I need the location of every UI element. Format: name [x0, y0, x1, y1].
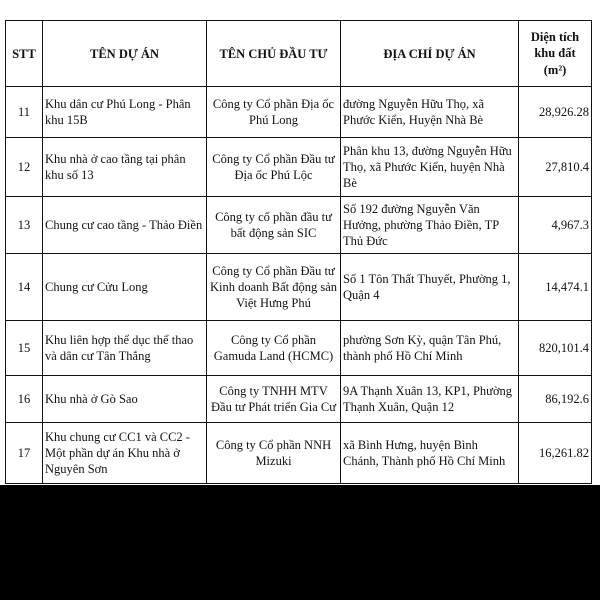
cell-stt: 11 — [6, 87, 43, 138]
cell-project-address: Số 1 Tôn Thất Thuyết, Phường 1, Quận 4 — [341, 254, 519, 321]
table-row — [6, 87, 592, 138]
cell-project-address: Số 192 đường Nguyễn Văn Hưởng, phường Thảo Điền, TP Thủ Đức — [341, 197, 519, 254]
header-stt: STT — [6, 21, 43, 87]
cell-land-area: 14,474.1 — [519, 254, 592, 321]
cell-investor-name: Công ty TNHH MTV Đầu tư Phát triển Gia Cư — [207, 376, 341, 423]
cell-investor-name: Công ty cổ phần đầu tư bất động sản SIC — [207, 197, 341, 254]
header-row — [6, 21, 592, 87]
table-row — [6, 376, 592, 423]
header-land-area-unit: (m²) — [543, 62, 567, 77]
cell-project-name: Chung cư Cửu Long — [43, 254, 207, 321]
header-project-address: ĐỊA CHỈ DỰ ÁN — [341, 21, 519, 87]
header-land-area-line2: khu đất — [534, 46, 576, 61]
cell-stt: 13 — [6, 197, 43, 254]
cell-project-name: Chung cư cao tầng - Thảo Điền — [43, 197, 207, 254]
cell-land-area: 820,101.4 — [519, 321, 592, 376]
cell-project-address: Phân khu 13, đường Nguyễn Hữu Thọ, xã Phước Kiển, huyện Nhà Bè — [341, 138, 519, 197]
cell-stt: 14 — [6, 254, 43, 321]
cell-land-area: 4,967.3 — [519, 197, 592, 254]
cell-project-address: 9A Thạnh Xuân 13, KP1, Phường Thạnh Xuân, Quận 12 — [341, 376, 519, 423]
table-row — [6, 254, 592, 321]
table-row — [6, 138, 592, 197]
header-land-area-line1: Diện tích — [530, 30, 580, 45]
cell-stt: 17 — [6, 423, 43, 484]
cell-investor-name: Công ty Cổ phần NNH Mizuki — [207, 423, 341, 484]
cell-stt: 15 — [6, 321, 43, 376]
cell-stt: 12 — [6, 138, 43, 197]
table-row — [6, 197, 592, 254]
cell-project-name: Khu nhà ở cao tầng tại phân khu số 13 — [43, 138, 207, 197]
table-row — [6, 321, 592, 376]
cell-land-area: 27,810.4 — [519, 138, 592, 197]
cell-investor-name: Công ty Cổ phần Đầu tư Kinh doanh Bất động sản Việt Hưng Phú — [207, 254, 341, 321]
cell-project-address: phường Sơn Kỳ, quận Tân Phú, thành phố Hồ Chí Minh — [341, 321, 519, 376]
header-investor-name: TÊN CHỦ ĐẦU TƯ — [207, 21, 341, 87]
cell-land-area: 28,926.28 — [519, 87, 592, 138]
cell-land-area: 86,192.6 — [519, 376, 592, 423]
cell-project-address: đường Nguyễn Hữu Thọ, xã Phước Kiển, Huyện Nhà Bè — [341, 87, 519, 138]
header-land-area — [519, 21, 592, 87]
cell-investor-name: Công ty Cổ phần Địa ốc Phú Long — [207, 87, 341, 138]
header-project-name: TÊN DỰ ÁN — [43, 21, 207, 87]
project-table — [5, 20, 592, 484]
cell-stt: 16 — [6, 376, 43, 423]
cell-investor-name: Công ty Cổ phần Đầu tư Địa ốc Phú Lộc — [207, 138, 341, 197]
cell-project-name: Khu dân cư Phú Long - Phân khu 15B — [43, 87, 207, 138]
cell-project-address: xã Bình Hưng, huyện Bình Chánh, Thành phố Hồ Chí Minh — [341, 423, 519, 484]
cell-investor-name: Công ty Cổ phần Gamuda Land (HCMC) — [207, 321, 341, 376]
cell-project-name: Khu chung cư CC1 và CC2 - Một phần dự án Khu nhà ở Nguyên Sơn — [43, 423, 207, 484]
cell-project-name: Khu liên hợp thể dục thể thao và dân cư Tân Thắng — [43, 321, 207, 376]
table-row — [6, 423, 592, 484]
cell-project-name: Khu nhà ở Gò Sao — [43, 376, 207, 423]
cell-land-area: 16,261.82 — [519, 423, 592, 484]
